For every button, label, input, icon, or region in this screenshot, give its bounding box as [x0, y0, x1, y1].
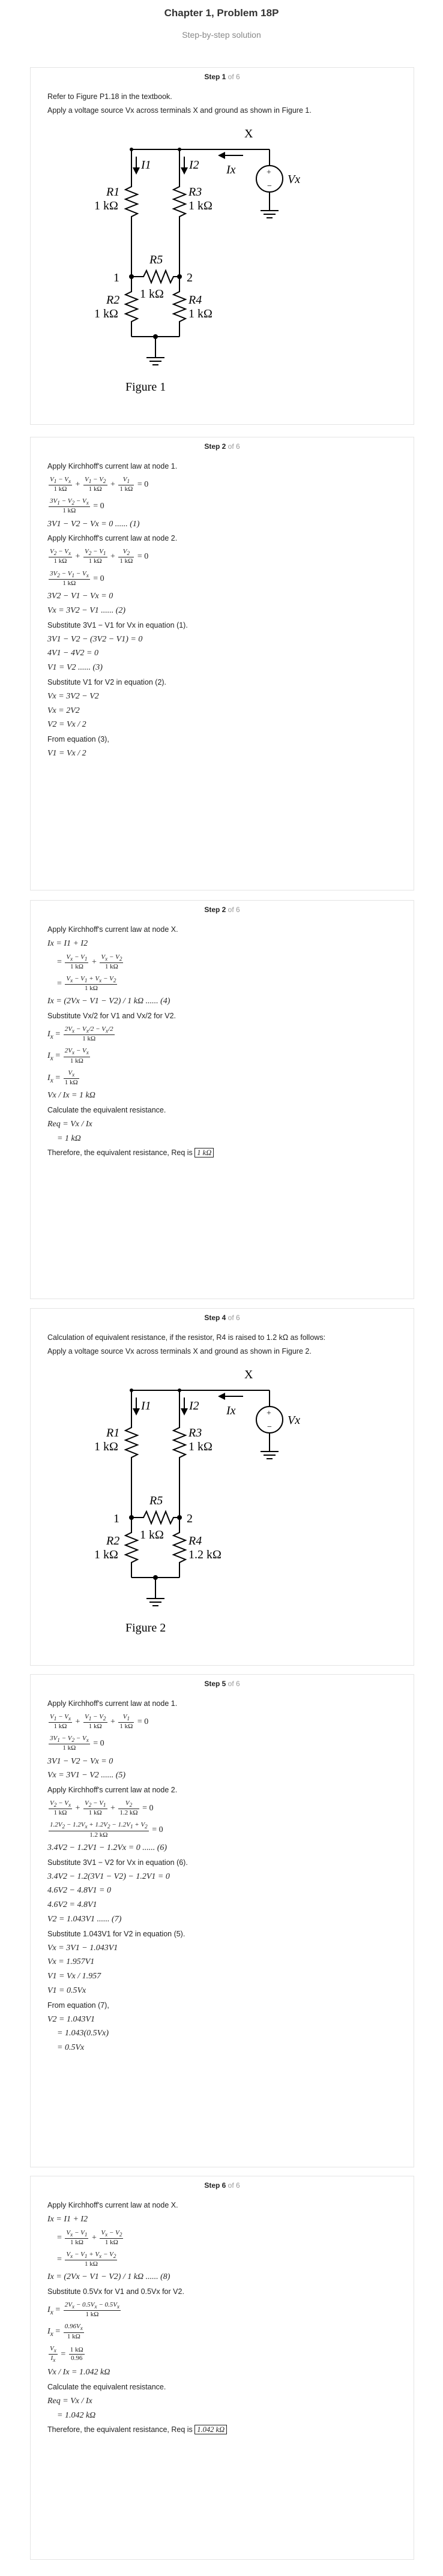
equation: Vx = 3V2 − V1 ...... (2)	[47, 605, 126, 615]
terminal-x-label: X	[244, 127, 253, 140]
paragraph: Substitute 3V1 − V2 for Vx in equation (6).	[47, 1858, 188, 1867]
r4-label: R4	[188, 293, 202, 307]
paragraph: Therefore, the equivalent resistance, Req is 1 kΩ	[47, 1148, 397, 1158]
step-header	[47, 2176, 397, 2197]
paragraph: From equation (7),	[47, 2001, 109, 2010]
figure-caption: Figure 2	[125, 1621, 166, 1635]
step-3-card	[30, 900, 414, 1299]
r4-label: R4	[188, 1534, 202, 1548]
equation: 3V2 − V1 − Vx = 0	[47, 592, 113, 601]
equation: = $\frac{V_x - V_1 + V_x - V_2}{1 k\Omega}$	[57, 2251, 116, 2268]
equation: = $\frac{V_x - V_1}{1 k\Omega}$ + $\frac{V_x - V_2}{1 k\Omega}$	[57, 953, 122, 970]
equation: 3V1 − V2 − Vx = 0 ...... (1)	[47, 519, 140, 529]
equation: $\frac{3V_1 - V_2 - V_x}{1 k\Omega}$ = 0	[50, 497, 104, 515]
step-header	[47, 901, 397, 921]
equation: = $\frac{V_x - V_1 + V_x - V_2}{1 k\Omega}$	[57, 975, 116, 992]
step-1-card	[30, 67, 414, 425]
equation: = 1.043(0.5Vx)	[57, 2029, 109, 2038]
node-2-label: 2	[187, 271, 193, 284]
paragraph: Calculate the equivalent resistance.	[47, 2383, 166, 2392]
plus-sign: +	[267, 167, 271, 177]
node-1-label: 1	[113, 1512, 119, 1525]
paragraph: Apply Kirchhoff's current law at node X.	[47, 925, 178, 934]
equation: $\frac{V_1 - V_x}{1 k\Omega}$ + $\frac{V_1 - V_2}{1 k\Omega}$ + $\frac{V_1}{1 k\Omega}$ = 0	[50, 1713, 149, 1731]
paragraph: Calculation of equivalent resistance, if the resistor, R4 is raised to 1.2 kΩ as follows:	[47, 1333, 326, 1342]
r3-label: R3	[188, 1426, 202, 1440]
node-1-label: 1	[113, 271, 119, 284]
equation: $I_x$ = $\frac{2V_x - V_x}{1 k\Omega}$	[47, 1047, 89, 1064]
r3-label: R3	[188, 185, 202, 199]
paragraph: Substitute Vx/2 for V1 and Vx/2 for V2.	[47, 1012, 176, 1021]
equation: V2 = 1.043V1 ...... (7)	[47, 1914, 122, 1924]
equation: $I_x$ = $\frac{0.96V_x}{1 k\Omega}$	[47, 2323, 83, 2340]
equation: Vx / Ix = 1 kΩ	[47, 1091, 95, 1100]
step-total: of 6	[228, 73, 240, 81]
r5-value: 1 kΩ	[140, 287, 164, 301]
r3-value: 1 kΩ	[188, 199, 212, 212]
equation: $\frac{1.2V_2 - 1.2V_x + 1.2V_2 - 1.2V_1 + V_2}{1.2 k\Omega}$ = 0	[50, 1821, 163, 1839]
paragraph: From equation (3),	[47, 735, 109, 744]
equation: = $\frac{V_x - V_1}{1 k\Omega}$ + $\frac{V_x - V_2}{1 k\Omega}$	[57, 2229, 122, 2246]
equation: V1 = V2 ...... (3)	[47, 663, 103, 673]
r4-value: 1 kΩ	[188, 307, 212, 320]
i2-label: I2	[189, 158, 199, 172]
equation: = 1 kΩ	[57, 1133, 81, 1143]
step-label: Step 4	[204, 1314, 226, 1322]
step-header	[47, 437, 397, 458]
step-total: of 6	[228, 905, 240, 914]
equation: 4.6V2 = 4.8V1	[47, 1900, 97, 1910]
equation: 3.4V2 − 1.2(3V1 − V2) − 1.2V1 = 0	[47, 1872, 170, 1881]
ix-label: Ix	[226, 1404, 236, 1417]
paragraph: Apply Kirchhoff's current law at node 1.	[47, 462, 178, 470]
equation: Vx / Ix = 1.042 kΩ	[47, 2368, 110, 2377]
step-header	[47, 1675, 397, 1695]
step-total: of 6	[228, 1314, 240, 1322]
paragraph: Substitute 0.5Vx for V1 and 0.5Vx for V2.	[47, 2287, 184, 2296]
r1-label: R1	[106, 185, 120, 199]
equation: V1 = Vx / 1.957	[47, 1972, 101, 1981]
equation: $\frac{V_2 - V_x}{1 k\Omega}$ + $\frac{V_2 - V_1}{1 k\Omega}$ + $\frac{V_2}{1.2 k\Omega}$ = 0	[50, 1800, 154, 1817]
answer-box: 1.042 kΩ	[194, 2425, 227, 2434]
paragraph: Substitute 1.043V1 for V2 in equation (5).	[47, 1929, 185, 1938]
step-total: of 6	[228, 2181, 240, 2190]
r5-value: 1 kΩ	[140, 1528, 164, 1542]
equation: 3.4V2 − 1.2V1 − 1.2Vx = 0 ...... (6)	[47, 1843, 167, 1852]
r4-value: 1.2 kΩ	[188, 1548, 222, 1561]
equation: Ix = I1 + I2	[47, 938, 88, 948]
step-label: Step 1	[204, 73, 226, 81]
page-header	[0, 0, 443, 49]
step-header	[47, 1309, 397, 1329]
paragraph: Apply Kirchhoff's current law at node 2.	[47, 1786, 178, 1795]
equation: $\frac{V_2 - V_x}{1 k\Omega}$ + $\frac{V_2 - V_1}{1 k\Omega}$ + $\frac{V_2}{1 k\Omega}$ = 0	[50, 548, 149, 565]
r1-value: 1 kΩ	[94, 199, 118, 212]
paragraph: Substitute 3V1 − V1 for Vx in equation (1).	[47, 620, 188, 629]
step-2-card	[30, 437, 414, 890]
minus-sign: −	[267, 181, 272, 191]
equation: $I_x$ = $\frac{V_x}{1 k\Omega}$	[47, 1069, 78, 1087]
equation: V2 = Vx / 2	[47, 720, 86, 730]
r5-label: R5	[149, 253, 163, 266]
equation: Req = Vx / Ix	[47, 1119, 92, 1129]
figure-caption: Figure 1	[125, 380, 166, 394]
vx-label: Vx	[288, 172, 301, 186]
step-label: Step 5	[204, 1680, 226, 1688]
step-label: Step 2	[204, 442, 226, 451]
vx-label: Vx	[288, 1413, 301, 1427]
r2-label: R2	[106, 293, 120, 307]
paragraph: Apply a voltage source Vx across terminals X and ground as shown in Figure 1.	[47, 106, 312, 115]
terminal-x-label: X	[244, 1368, 253, 1381]
paragraph: Apply Kirchhoff's current law at node 2.	[47, 534, 178, 543]
paragraph: Substitute V1 for V2 in equation (2).	[47, 677, 167, 686]
circuit-figure-2	[89, 1362, 397, 1641]
equation: $I_x$ = $\frac{2V_x - 0.5V_x - 0.5V_x}{1 k\Omega}$	[47, 2301, 120, 2319]
paragraph: Calculate the equivalent resistance.	[47, 1106, 166, 1115]
equation: $\frac{3V_1 - V_2 - V_x}{1 k\Omega}$ = 0	[50, 1735, 104, 1752]
equation: Ix = (2Vx − V1 − V2) / 1 kΩ ...... (8)	[47, 2272, 170, 2282]
node-2-label: 2	[187, 1512, 193, 1525]
page-title: Chapter 1, Problem 18P	[164, 7, 279, 19]
circuit-figure-1	[89, 121, 397, 400]
paragraph: Apply a voltage source Vx across terminals X and ground as shown in Figure 2.	[47, 1347, 312, 1356]
equation: Ix = I1 + I2	[47, 2214, 88, 2224]
r1-label: R1	[106, 1426, 120, 1440]
equation: Vx = 3V1 − 1.043V1	[47, 1943, 118, 1953]
paragraph: Apply Kirchhoff's current law at node X.	[47, 2201, 178, 2209]
equation: 4V1 − 4V2 = 0	[47, 649, 98, 658]
equation: = 1.042 kΩ	[57, 2410, 96, 2420]
r1-value: 1 kΩ	[94, 1440, 118, 1453]
equation: Vx = 3V1 − V2 ...... (5)	[47, 1771, 126, 1780]
equation: Vx = 3V2 − V2	[47, 691, 99, 701]
step-6-card	[30, 2176, 414, 2560]
r2-value: 1 kΩ	[94, 307, 118, 320]
i1-label: I1	[141, 158, 151, 172]
r3-value: 1 kΩ	[188, 1440, 212, 1453]
step-total: of 6	[228, 1680, 240, 1688]
equation: $\frac{V_x}{I_x}$ = $\frac{1 k\Omega}{0.96}$	[50, 2344, 83, 2364]
equation: $\frac{3V_2 - V_1 - V_x}{1 k\Omega}$ = 0	[50, 569, 104, 587]
equation: 3V1 − V2 − (3V2 − V1) = 0	[47, 634, 143, 644]
page-subtitle: Step-by-step solution	[182, 30, 261, 40]
r2-value: 1 kΩ	[94, 1548, 118, 1561]
equation: $\frac{V_1 - V_x}{1 k\Omega}$ + $\frac{V_1 - V_2}{1 k\Omega}$ + $\frac{V_1}{1 k\Omega}$ = 0	[50, 475, 149, 493]
plus-sign: +	[267, 1408, 271, 1418]
minus-sign: −	[267, 1422, 272, 1432]
equation: Req = Vx / Ix	[47, 2396, 92, 2406]
equation: V1 = 0.5Vx	[47, 1986, 86, 1995]
step-total: of 6	[228, 442, 240, 451]
step-header	[47, 68, 397, 88]
equation: Ix = (2Vx − V1 − V2) / 1 kΩ ...... (4)	[47, 997, 170, 1006]
r5-label: R5	[149, 1494, 163, 1507]
answer-box: 1 kΩ	[194, 1148, 214, 1157]
equation: 3V1 − V2 − Vx = 0	[47, 1756, 113, 1766]
ix-label: Ix	[226, 163, 236, 176]
paragraph: Therefore, the equivalent resistance, Req is 1.042 kΩ	[47, 2425, 397, 2435]
paragraph: Apply Kirchhoff's current law at node 1.	[47, 1699, 178, 1708]
step-label: Step 6	[204, 2181, 226, 2190]
equation: $I_x$ = $\frac{2V_x - V_x/2 - V_x/2}{1 k\Omega}$	[47, 1025, 113, 1043]
equation: = 0.5Vx	[57, 2043, 85, 2053]
equation: Vx = 1.957V1	[47, 1957, 95, 1967]
i2-label: I2	[189, 1399, 199, 1413]
i1-label: I1	[141, 1399, 151, 1413]
paragraph: Refer to Figure P1.18 in the textbook.	[47, 92, 172, 101]
equation: V1 = Vx / 2	[47, 749, 86, 758]
equation: Vx = 2V2	[47, 706, 80, 715]
step-4-card	[30, 1308, 414, 1666]
step-5-card	[30, 1674, 414, 2167]
equation: V2 = 1.043V1	[47, 2014, 95, 2024]
r2-label: R2	[106, 1534, 120, 1548]
equation: 4.6V2 − 4.8V1 = 0	[47, 1886, 111, 1896]
step-label: Step 2	[204, 905, 226, 914]
